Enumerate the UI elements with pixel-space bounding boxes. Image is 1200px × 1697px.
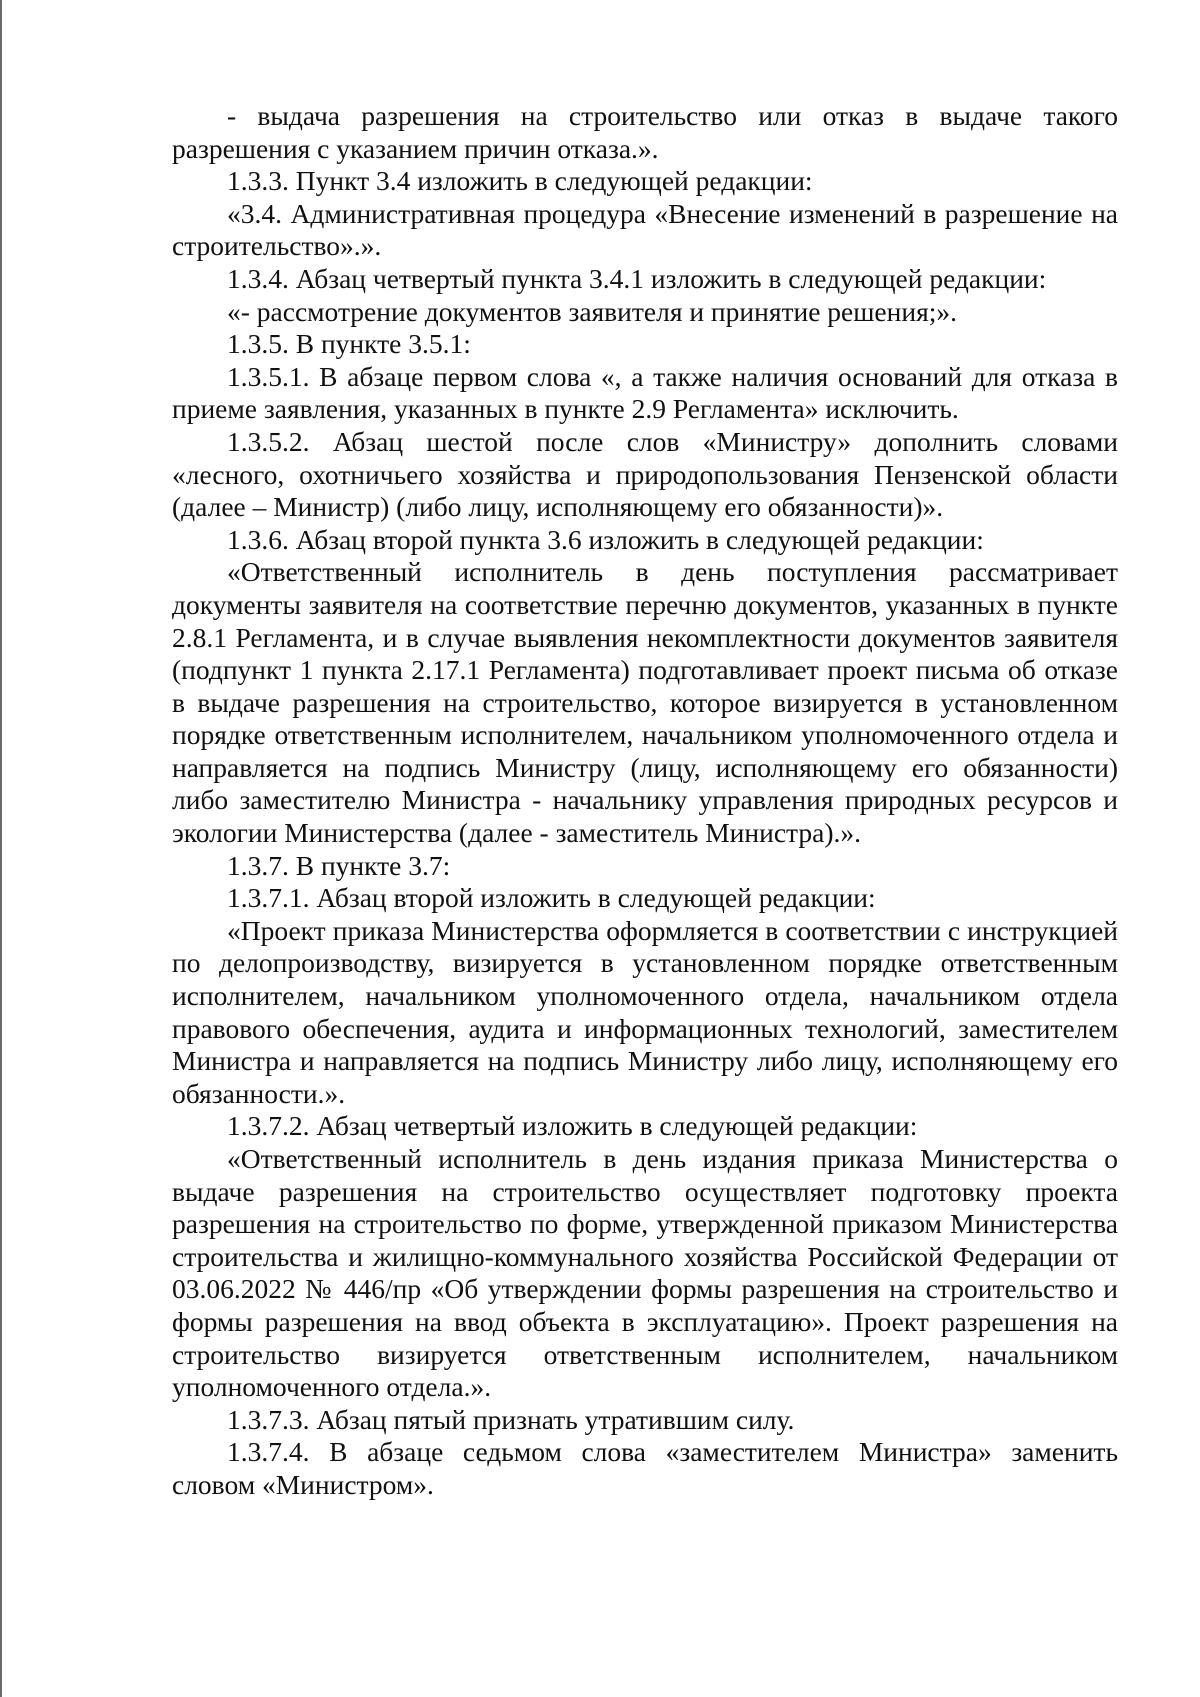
paragraph-1-3-7-4: 1.3.7.4. В абзаце седьмом слова «заместителем Министра» заменить словом «Министром». — [172, 1436, 1118, 1500]
paragraph-1: - выдача разрешения на строительство или отказ в выдаче такого разрешения с указанием причин отказа.». — [172, 100, 1118, 164]
paragraph-3-6-text: «Ответственный исполнитель в день поступления рассматривает документы заявителя на соответствие перечню документов, указанных в пункте 2.8.1 Регламента, и в случае выявления некомплектности документов заявителя (подпункт 1 пункта 2.17.1 Регламента) подготавливает проект письма об отказе в выдаче разрешения на строительство, которое визируется в установленном порядке ответственным исполнителем, начальником уполномоченного отдела и направляется на подпись Министру (лицу, исполняющему его обязанности) либо заместителю Министра - начальнику управления природных ресурсов и экологии Министерства (далее - заместитель Министра).». — [172, 556, 1118, 849]
paragraph-1-3-5: 1.3.5. В пункте 3.5.1: — [227, 328, 471, 360]
paragraph-1-3-7-3: 1.3.7.3. Абзац пятый признать утратившим силу. — [227, 1403, 795, 1435]
paragraph-1-3-6: 1.3.6. Абзац второй пункта 3.6 изложить в следующей редакции: — [227, 523, 984, 555]
paragraph-1-3-7-2: 1.3.7.2. Абзац четвертый изложить в следующей редакции: — [227, 1110, 918, 1142]
paragraph-3-7-fourth-text: «Ответственный исполнитель в день издания приказа Министерства о выдаче разрешения на строительство осуществляет подготовку проекта разрешения на строительство по форме, утвержденной приказом Министерства строительства и жилищно-коммунального хозяйства Российской Федерации от 03.06.2022 № 446/пр «Об утверждении формы разрешения на строительство и формы разрешения на ввод объекта в эксплуатацию». Проект разрешения на строительство визируется ответственным исполнителем, начальником уполномоченного отдела.». — [172, 1143, 1118, 1403]
paragraph-1-3-7-1: 1.3.7.1. Абзац второй изложить в следующей редакции: — [227, 882, 876, 914]
paragraph-3-4-text: «3.4. Административная процедура «Внесение изменений в разрешение на строительство».». — [172, 197, 1118, 262]
scan-edge-line — [0, 0, 2, 1697]
paragraph-1-3-7: 1.3.7. В пункте 3.7: — [227, 849, 451, 881]
paragraph-3-4-1-text: «- рассмотрение документов заявителя и принятие решения;». — [227, 295, 957, 327]
paragraph-1-3-5-2: 1.3.5.2. Абзац шестой после слов «Министру» дополнить словами «лесного, охотничьего хозяйства и природопользования Пензенской области (далее – Министр) (либо лицу, исполняющему его обязанности)». — [172, 425, 1118, 523]
paragraph-3-7-second-text: «Проект приказа Министерства оформляется в соответствии с инструкцией по делопроизводству, визируется в установленном порядке ответственным исполнителем, начальником уполномоченного отдела, начальником отдела правового обеспечения, аудита и информационных технологий, заместителем Министра и направляется на подпись Министру либо лицу, исполняющему его обязанности.». — [172, 914, 1118, 1109]
document-body — [172, 100, 1118, 1502]
paragraph-1-3-3: 1.3.3. Пункт 3.4 изложить в следующей редакции: — [227, 165, 813, 197]
paragraph-1-3-5-1: 1.3.5.1. В абзаце первом слова «, а также наличия оснований для отказа в приеме заявления, указанных в пункте 2.9 Регламента» исключить. — [172, 360, 1118, 425]
paragraph-1-3-4: 1.3.4. Абзац четвертый пункта 3.4.1 изложить в следующей редакции: — [227, 262, 1047, 294]
